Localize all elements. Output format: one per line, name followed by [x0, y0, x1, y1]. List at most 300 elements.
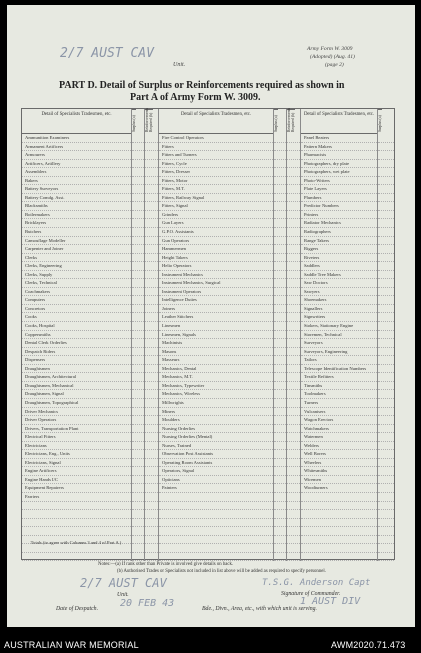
list-item: Wagon Erectors [301, 416, 377, 425]
blank-cell [274, 143, 286, 152]
blank-cell [378, 296, 394, 305]
list-item [22, 527, 131, 536]
blank-cell [378, 160, 394, 169]
blank-cell [378, 254, 394, 263]
list-item: Saw Doctors [301, 279, 377, 288]
blank-cell [274, 168, 286, 177]
blank-cell [378, 459, 394, 468]
list-item: Machinists [159, 339, 273, 348]
list-item: Electricians [22, 442, 131, 451]
blank-cell [274, 536, 286, 545]
blank-cell [274, 356, 286, 365]
blank-cell [378, 356, 394, 365]
list-item: Battery Comdg. Asst. [22, 194, 131, 203]
list-item: Mechanics, Dental [159, 365, 273, 374]
blank-cell [274, 339, 286, 348]
header-reinf: Reinforcements Required (b) [287, 107, 295, 132]
list-item: Riggers [301, 245, 377, 254]
blank-cell [287, 365, 300, 374]
list-item: Carpenter and Joiner [22, 245, 131, 254]
blank-cell [274, 399, 286, 408]
blank-cell [132, 237, 144, 246]
blank-cell [132, 331, 144, 340]
list-item [159, 527, 273, 536]
blank-cell [145, 134, 158, 143]
blank-cell [378, 348, 394, 357]
blank-cell [378, 519, 394, 528]
list-item: Observation Post Assistants [159, 450, 273, 459]
blank-cell [287, 408, 300, 417]
list-item: Watermen [301, 433, 377, 442]
blank-cell [132, 185, 144, 194]
blank-cell [378, 544, 394, 553]
blank-cell [287, 476, 300, 485]
blank-cell [145, 536, 158, 545]
blank-cell [145, 459, 158, 468]
blank-cell [274, 313, 286, 322]
blank-cell [378, 382, 394, 391]
col-surplus-1 [132, 109, 145, 561]
list-item: Joiners [159, 305, 273, 314]
list-item: Nurses, Trained [159, 442, 273, 451]
list-item: Plate Layers [301, 185, 377, 194]
list-item: Watchmakers [301, 425, 377, 434]
blank-cell [132, 390, 144, 399]
form-title-line2: Part A of Army Form W. 3009. [130, 92, 261, 103]
blank-cell [145, 467, 158, 476]
list-item: Engine Artificers [22, 467, 131, 476]
blank-cell [274, 408, 286, 417]
blank-cell [274, 484, 286, 493]
blank-cell [145, 339, 158, 348]
blank-cell [287, 390, 300, 399]
list-item: Instrument Operators [159, 288, 273, 297]
list-item: Well Borers [301, 450, 377, 459]
list-item: Tailors [301, 356, 377, 365]
blank-cell [287, 425, 300, 434]
blank-cell [274, 177, 286, 186]
list-item: Sawyers [301, 288, 377, 297]
list-item: Computers [22, 296, 131, 305]
blank-cell [132, 382, 144, 391]
list-item: Textile Refitters [301, 373, 377, 382]
list-item: Clerks, Engineering [22, 262, 131, 271]
list-item: Vulcanisers [301, 408, 377, 417]
list-item: Electricians, Signal [22, 459, 131, 468]
blank-cell [145, 143, 158, 152]
blank-cell [145, 544, 158, 553]
list-item: Storemen, Technical [301, 331, 377, 340]
blank-cell [378, 416, 394, 425]
blank-cell [274, 459, 286, 468]
col-surplus-2 [274, 109, 287, 561]
blank-cell [145, 433, 158, 442]
list-item: Concretors [22, 305, 131, 314]
blank-cell [145, 262, 158, 271]
list-item: Intelligence Duties [159, 296, 273, 305]
blank-cell [145, 168, 158, 177]
blank-cell [145, 185, 158, 194]
list-item [159, 510, 273, 519]
list-item [301, 553, 377, 562]
list-item [301, 493, 377, 502]
blank-cell [378, 262, 394, 271]
list-item [22, 510, 131, 519]
blank-cell [145, 219, 158, 228]
note-b: (b) Authorised Trades or Specialists not included in list above will be added as required to specify personnel. [117, 569, 326, 574]
list-item: Gun Operators [159, 237, 273, 246]
blank-cell [274, 134, 286, 143]
list-item: Butchers [22, 228, 131, 237]
blank-cell [274, 228, 286, 237]
list-item [159, 519, 273, 528]
blank-cell [274, 254, 286, 263]
blank-cell [145, 425, 158, 434]
list-item: Mechanics, Wireless [159, 390, 273, 399]
list-item: Draughtsmen, Architectural [22, 373, 131, 382]
blank-cell [378, 211, 394, 220]
blank-cell [132, 365, 144, 374]
blank-cell [132, 228, 144, 237]
list-item: Pharmacists [301, 151, 377, 160]
list-item: Mechanics, Typewriter [159, 382, 273, 391]
list-item: Telescope Identification Numbers [301, 365, 377, 374]
blank-cell [378, 433, 394, 442]
list-item: Toolmakers [301, 390, 377, 399]
blank-cell [132, 288, 144, 297]
blank-cell [274, 510, 286, 519]
blank-cell [378, 425, 394, 434]
list-item: Bricklayers [22, 219, 131, 228]
list-item: Surveyors, Engineering [301, 348, 377, 357]
blank-cell [274, 553, 286, 562]
blank-cell [287, 544, 300, 553]
blank-cell [145, 177, 158, 186]
list-item: Drivers, Transportation Plant [22, 425, 131, 434]
list-item [301, 527, 377, 536]
list-item: Printers [301, 211, 377, 220]
blank-cell [274, 365, 286, 374]
list-item [159, 493, 273, 502]
list-item: Electrical Fitters [22, 433, 131, 442]
list-col1 [22, 134, 131, 561]
unit-handwritten-bottom: 2/7 AUST CAV [80, 576, 167, 590]
blank-cell [287, 194, 300, 203]
blank-cell [274, 493, 286, 502]
list-item: Cooks, Hospital [22, 322, 131, 331]
list-item: Nursing Orderlies (Mental) [159, 433, 273, 442]
blank-cell [287, 382, 300, 391]
blank-cell [132, 433, 144, 442]
header-surplus: Surplus (a) [132, 109, 136, 134]
blank-cell [378, 143, 394, 152]
col-reinf-1 [145, 109, 159, 561]
blank-cell [378, 288, 394, 297]
blank-cell [274, 467, 286, 476]
blank-cell [287, 219, 300, 228]
list-item [22, 519, 131, 528]
blank-cell [132, 425, 144, 434]
blank-cell [274, 262, 286, 271]
list-item: Armourers [22, 151, 131, 160]
blank-cell [274, 519, 286, 528]
list-item: Surveyors [301, 339, 377, 348]
list-item: Radiator Mechanics [301, 219, 377, 228]
blank-cell [132, 356, 144, 365]
blank-cell [145, 519, 158, 528]
blank-cell [132, 279, 144, 288]
blank-cell [378, 219, 394, 228]
blank-cell [145, 313, 158, 322]
blank-cell [132, 160, 144, 169]
blank-cell [287, 527, 300, 536]
list-item: Driver Operators [22, 416, 131, 425]
blank-cell [274, 544, 286, 553]
blank-cell [287, 450, 300, 459]
blank-cell [145, 305, 158, 314]
col-detail-1 [22, 109, 132, 561]
form-ref-line3: (page 2) [325, 62, 344, 68]
blank-cell [132, 450, 144, 459]
blank-cell [378, 331, 394, 340]
date-label: Date of Despatch. [56, 606, 99, 612]
blank-cell [145, 228, 158, 237]
blank-cell [145, 493, 158, 502]
blank-cell [132, 467, 144, 476]
header-detail: Detail of Specialists Tradesmen, etc. [22, 109, 131, 134]
blank-cell [378, 322, 394, 331]
blank-cell [145, 254, 158, 263]
blank-cell [132, 502, 144, 511]
list-item: Nursing Orderlies [159, 425, 273, 434]
blank-cell [132, 177, 144, 186]
blank-cell [274, 202, 286, 211]
list-item: Dispensers [22, 356, 131, 365]
blank-cell [287, 510, 300, 519]
blank-cell [287, 245, 300, 254]
list-item: Farriers [22, 493, 131, 502]
blank-cell [378, 493, 394, 502]
list-item [159, 502, 273, 511]
list-item: Predictor Numbers [301, 202, 377, 211]
list-item: Signallers [301, 305, 377, 314]
blank-cell [378, 194, 394, 203]
blank-cell [378, 339, 394, 348]
blank-cell [274, 194, 286, 203]
blank-cell [132, 211, 144, 220]
blank-cell [145, 331, 158, 340]
blank-cell [274, 502, 286, 511]
blank-cell [274, 185, 286, 194]
blank-cell [287, 459, 300, 468]
blank-cell [378, 202, 394, 211]
totals-label: Totals (to agree with Columns 3 and 4 of Part A.) [30, 540, 122, 545]
blank-cell [287, 433, 300, 442]
list-item: Despatch Riders [22, 348, 131, 357]
blank-cell [132, 296, 144, 305]
blank-cell [145, 237, 158, 246]
header-surplus: Surplus (a) [378, 109, 382, 134]
list-item: Photographers, dry plate [301, 160, 377, 169]
blank-cell [287, 254, 300, 263]
blank-cell [287, 177, 300, 186]
blank-cell [287, 288, 300, 297]
list-item: Stokers, Stationary Engine [301, 322, 377, 331]
blank-cell [378, 279, 394, 288]
list-item [301, 536, 377, 545]
blank-cell [274, 237, 286, 246]
blank-cell [274, 390, 286, 399]
blank-cell [287, 168, 300, 177]
blank-cell [145, 365, 158, 374]
blank-cell [145, 408, 158, 417]
list-item: Saddle Tree Makers [301, 271, 377, 280]
blank-cell [378, 536, 394, 545]
list-item: Fitters, Motor [159, 177, 273, 186]
list-item: Clerks, Supply [22, 271, 131, 280]
blank-cell [274, 476, 286, 485]
unit-handwritten: 2/7 AUST CAV [60, 46, 154, 61]
blank-cell [378, 237, 394, 246]
blank-cell [132, 134, 144, 143]
list-item: Hammermen [159, 245, 273, 254]
signature-handwritten: T.S.G. Anderson Capt [262, 578, 371, 588]
specialists-table [21, 108, 395, 560]
blank-cell [145, 416, 158, 425]
list-item: Riveters [301, 254, 377, 263]
blank-cell [274, 433, 286, 442]
col-reinf-2 [287, 109, 301, 561]
blank-cell [274, 296, 286, 305]
list-item [22, 553, 131, 562]
blank-cell [145, 476, 158, 485]
blank-cell [145, 527, 158, 536]
list-item [159, 544, 273, 553]
blank-cell [132, 313, 144, 322]
list-item: Bakers [22, 177, 131, 186]
blank-cell [132, 416, 144, 425]
blank-cell [132, 544, 144, 553]
list-item: Fire Control Operators [159, 134, 273, 143]
blank-cell [145, 348, 158, 357]
blank-cell [287, 356, 300, 365]
list-item: Plumbers [301, 194, 377, 203]
blank-cell [132, 271, 144, 280]
blank-cell [132, 254, 144, 263]
blank-cell [145, 271, 158, 280]
blank-cell [132, 527, 144, 536]
list-item: Draughtsmen [22, 365, 131, 374]
list-item: Ammunition Examiners [22, 134, 131, 143]
blank-cell [287, 202, 300, 211]
blank-cell [287, 493, 300, 502]
blank-cell [274, 211, 286, 220]
list-item: Artificers, Artillery [22, 160, 131, 169]
blank-cell [274, 219, 286, 228]
blank-cell [287, 553, 300, 562]
signature-label: Signature of Commander. [281, 591, 341, 597]
form-ref-line1: Army Form W. 3009 [307, 46, 353, 52]
blank-cell [132, 442, 144, 451]
blank-cell [274, 322, 286, 331]
list-item: Photographers, wet plate [301, 168, 377, 177]
blank-cell [132, 245, 144, 254]
blank-cell [274, 331, 286, 340]
blank-cell [274, 527, 286, 536]
list-item: Photo-Writers [301, 177, 377, 186]
blank-cell [145, 510, 158, 519]
list-item: Signwriters [301, 313, 377, 322]
list-item: Grinders [159, 211, 273, 220]
blank-cell [132, 219, 144, 228]
blank-cell [132, 373, 144, 382]
list-item: Millwrights [159, 399, 273, 408]
list-item: Helio Operators [159, 262, 273, 271]
blank-cell [287, 331, 300, 340]
blank-cell [132, 519, 144, 528]
blank-cell [145, 442, 158, 451]
blank-cell [287, 399, 300, 408]
blank-cell [145, 151, 158, 160]
blank-cell [378, 134, 394, 143]
blank-cell [132, 348, 144, 357]
list-item: Range Takers [301, 237, 377, 246]
list-item: Fitters, M.T. [159, 185, 273, 194]
blank-cell [132, 202, 144, 211]
blank-cell [274, 348, 286, 357]
list-item: Camouflage Modeller [22, 237, 131, 246]
list-item: Operators, Signal [159, 467, 273, 476]
blank-cell [378, 228, 394, 237]
blank-cell [132, 305, 144, 314]
list-item [22, 502, 131, 511]
list-item: Painters [159, 484, 273, 493]
blank-cell [132, 143, 144, 152]
list-item: Turners [301, 399, 377, 408]
list-item: Moulders [159, 416, 273, 425]
list-item: Tinsmiths [301, 382, 377, 391]
list-item: Draughtsmen, Mechanical [22, 382, 131, 391]
list-item: G.P.O. Assistants [159, 228, 273, 237]
formation-label: Bde., Divn., Area, etc., with which unit is serving. [202, 606, 317, 612]
blank-cell [132, 459, 144, 468]
list-item: Masseurs [159, 356, 273, 365]
list-item: Coachmakers [22, 288, 131, 297]
date-handwritten: 20 FEB 43 [120, 598, 175, 609]
list-item: Leather Stitchers [159, 313, 273, 322]
blank-cell [378, 365, 394, 374]
list-item: Opticians [159, 476, 273, 485]
list-item: Boilermakers [22, 211, 131, 220]
blank-cell [287, 271, 300, 280]
blank-cell [287, 262, 300, 271]
blank-cell [274, 416, 286, 425]
blank-cell [145, 245, 158, 254]
blank-cell [287, 467, 300, 476]
list-item: Blacksmiths [22, 202, 131, 211]
list-item: Battery Surveyors [22, 185, 131, 194]
list-item [301, 519, 377, 528]
blank-cell [145, 194, 158, 203]
list-item: Instrument Mechanics [159, 271, 273, 280]
blank-cell [145, 288, 158, 297]
blank-cell [145, 399, 158, 408]
blank-cell [145, 322, 158, 331]
blank-cell [287, 134, 300, 143]
list-item: Wiremen [301, 476, 377, 485]
list-item: Height Takers [159, 254, 273, 263]
blank-cell [132, 553, 144, 562]
